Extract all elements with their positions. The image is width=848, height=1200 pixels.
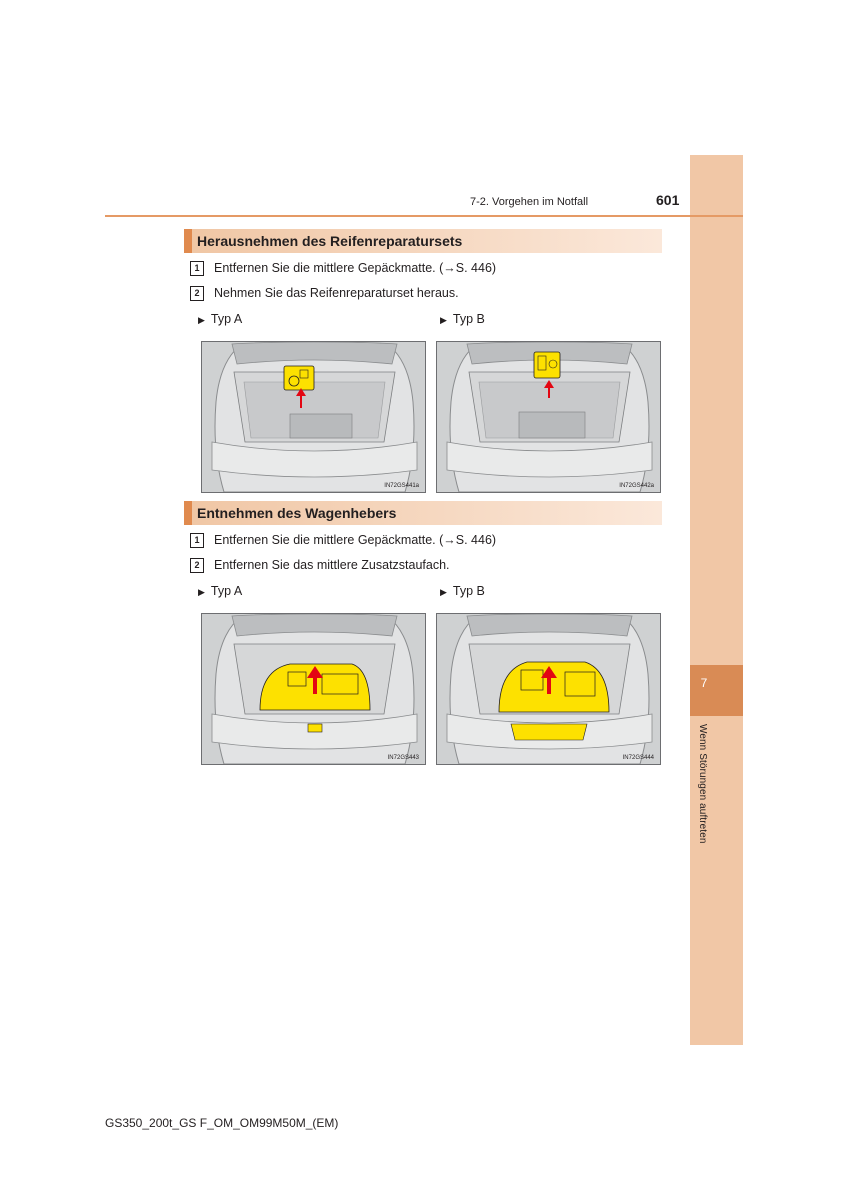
triangle-bullet-icon: ▶ [198,587,205,597]
header-divider [105,215,743,217]
triangle-bullet-icon: ▶ [440,315,447,325]
section-heading-bar [184,501,192,525]
step-number: 1 [190,533,204,548]
figure-code: IN72GS444 [622,755,654,761]
step-text: Entfernen Sie das mittlere Zusatzstaufach. [214,558,450,572]
chapter-label: Wenn Störungen auftreten [697,724,708,844]
figure-code: IN72GS443 [387,755,419,761]
step-number: 2 [190,286,204,301]
step-text: Entfernen Sie die mittlere Gepäckmatte. (→S. 446) [214,533,497,547]
section-header: 7-2. Vorgehen im Notfall [470,196,589,208]
type-label-text: Typ B [452,584,485,598]
type-label-text: Typ A [210,312,243,326]
section-title: Entnehmen des Wagenhebers [197,505,397,521]
type-label [440,584,485,598]
step-number: 1 [190,261,204,276]
trunk-illustration-type-b-jack [436,613,661,765]
step-text: Entfernen Sie die mittlere Gepäckmatte. (→S. 446) [214,261,497,275]
section-heading-jack [184,501,662,525]
triangle-bullet-icon: ▶ [440,587,447,597]
document-footer: GS350_200t_GS F_OM_OM99M50M_(EM) [105,1116,339,1130]
step-number: 2 [190,558,204,573]
type-label [198,312,242,326]
type-label-text: Typ B [452,312,485,326]
trunk-illustration-type-a-repair-kit [201,341,426,493]
triangle-bullet-icon: ▶ [198,315,205,325]
figure-code: IN72GS441a [384,483,419,489]
trunk-illustration-type-b-repair-kit [436,341,661,493]
section-title: Herausnehmen des Reifenreparatursets [197,233,463,249]
chapter-number: 7 [700,676,708,690]
chapter-side-tab [690,155,743,1045]
step-text: Nehmen Sie das Reifenreparaturset heraus. [214,286,459,300]
type-label-text: Typ A [210,584,243,598]
section-heading-bar [184,229,192,253]
figure-code: IN72GS442a [619,483,654,489]
page-number: 601 [656,192,680,208]
chapter-tab-active[interactable] [690,665,743,716]
type-label [198,584,242,598]
type-label [440,312,485,326]
section-heading-tire-repair-kit [184,229,662,253]
trunk-illustration-type-a-jack [201,613,426,765]
